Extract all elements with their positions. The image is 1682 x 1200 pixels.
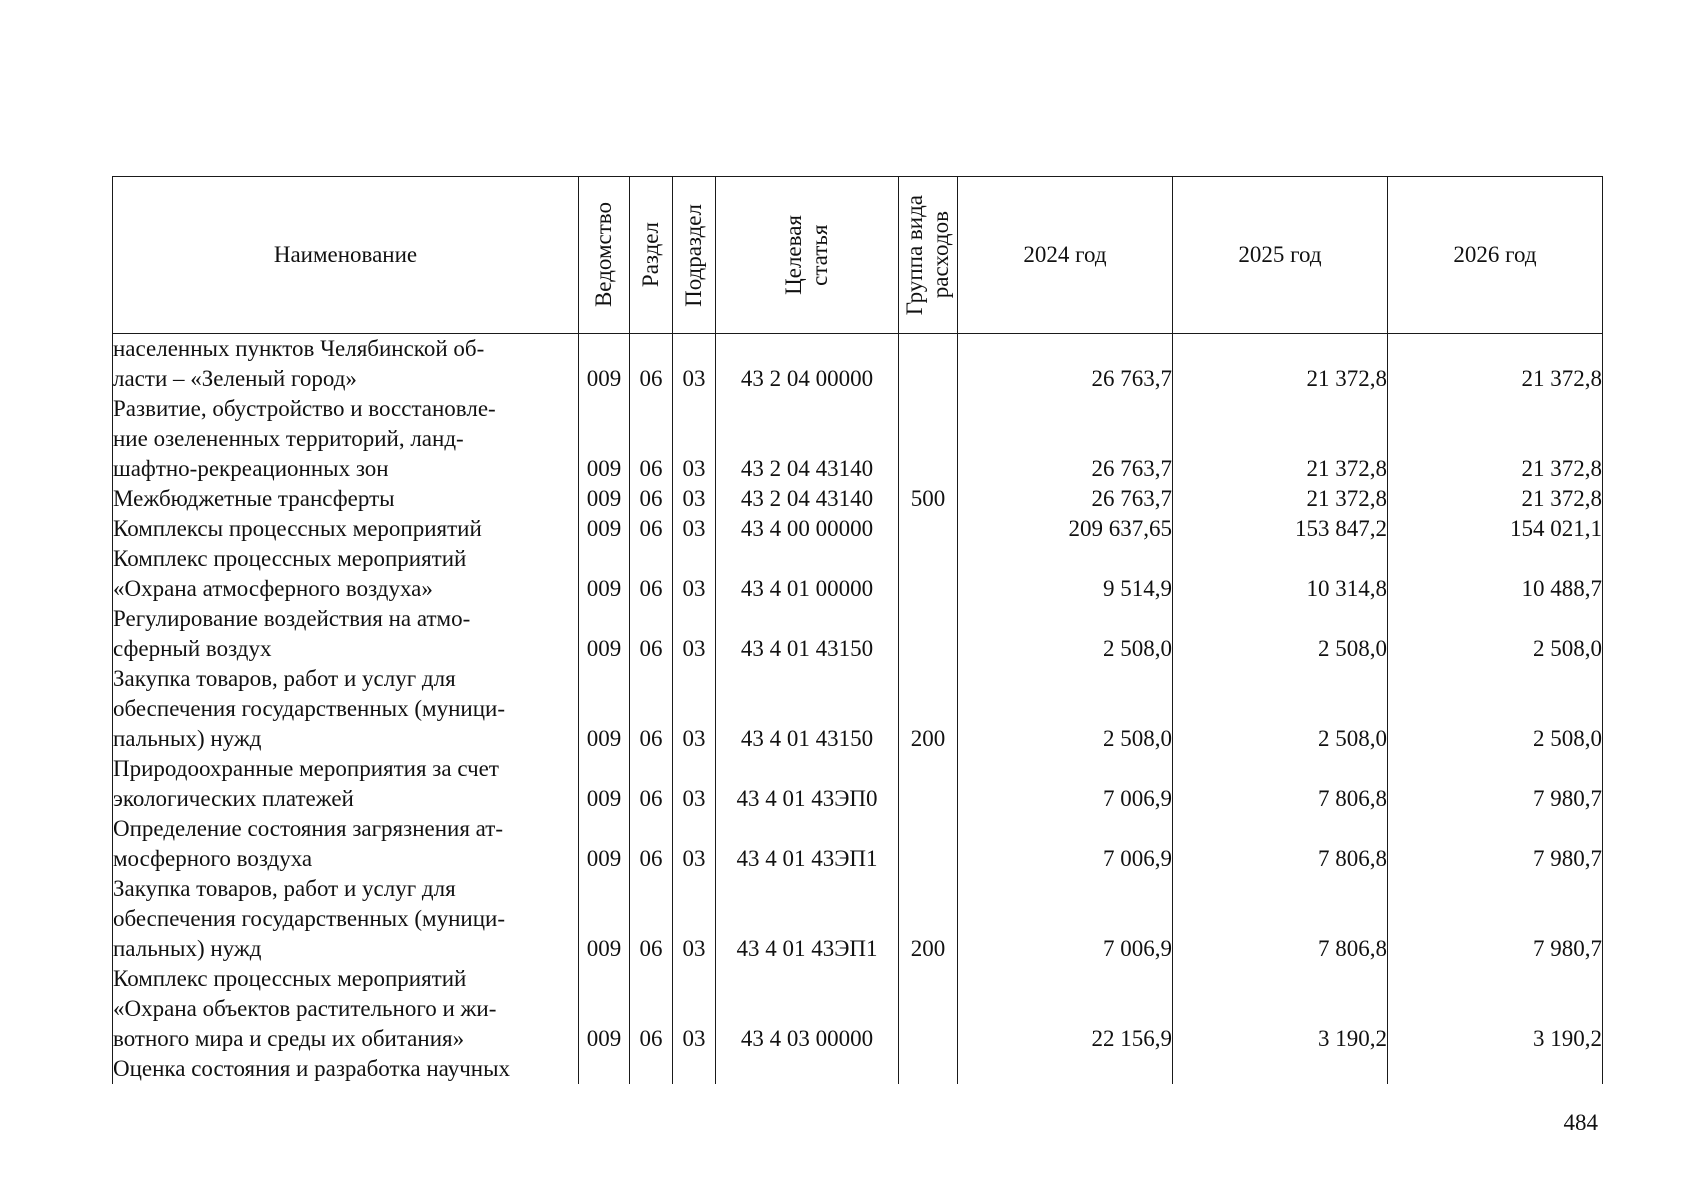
vedomstvo-cell: 009 — [579, 544, 630, 604]
row-name-line: обеспечения государственных (муници- — [113, 696, 505, 721]
target-article-cell — [716, 1054, 899, 1084]
podrazdel-cell: 03 — [673, 874, 716, 964]
target-article-cell: 43 2 04 00000 — [716, 334, 899, 395]
vedomstvo-cell: 009 — [579, 334, 630, 395]
amount-2026-cell: 7 980,7 — [1388, 814, 1603, 874]
amount-2024-cell: 209 637,65 — [958, 514, 1173, 544]
row-name-cell — [113, 514, 579, 544]
podrazdel-cell: 03 — [673, 514, 716, 544]
row-name-line: ние озелененных территорий, ланд- — [113, 426, 464, 451]
podrazdel-cell: 03 — [673, 754, 716, 814]
vedomstvo-cell: 009 — [579, 754, 630, 814]
amount-2025-cell: 10 314,8 — [1173, 544, 1388, 604]
expense-group-cell — [899, 754, 958, 814]
table-row — [113, 484, 1603, 514]
header-name: Наименование — [113, 177, 579, 334]
row-name-line: Определение состояния загрязнения ат- — [113, 816, 504, 841]
row-name-line: Оценка состояния и разработка научных — [113, 1056, 511, 1081]
amount-2025-cell: 3 190,2 — [1173, 964, 1388, 1054]
row-name-line: сферный воздух — [113, 636, 272, 661]
row-name-cell — [113, 964, 579, 1054]
row-name-cell — [113, 604, 579, 664]
amount-2025-cell: 153 847,2 — [1173, 514, 1388, 544]
target-article-cell: 43 4 03 00000 — [716, 964, 899, 1054]
vedomstvo-cell: 009 — [579, 484, 630, 514]
row-name-line: Природоохранные мероприятия за счет — [113, 756, 499, 781]
amount-2024-cell: 7 006,9 — [958, 754, 1173, 814]
expense-group-cell: 200 — [899, 664, 958, 754]
page-number: 484 — [1563, 1110, 1598, 1135]
row-name-line: мосферного воздуха — [113, 846, 313, 871]
amount-2025-cell: 21 372,8 — [1173, 334, 1388, 395]
target-article-cell: 43 4 01 43ЭП1 — [716, 874, 899, 964]
header-podrazdel: Подраздел — [673, 177, 716, 334]
amount-2026-cell: 154 021,1 — [1388, 514, 1603, 544]
header-2025: 2025 год — [1173, 177, 1388, 334]
razdel-cell: 06 — [630, 754, 673, 814]
amount-2026-cell: 21 372,8 — [1388, 334, 1603, 395]
row-name-line: экологических платежей — [113, 786, 354, 811]
razdel-cell: 06 — [630, 874, 673, 964]
row-name-line: «Охрана объектов растительного и жи- — [113, 996, 497, 1021]
razdel-cell — [630, 1054, 673, 1084]
expense-group-cell — [899, 1054, 958, 1084]
amount-2026-cell: 3 190,2 — [1388, 964, 1603, 1054]
target-article-cell: 43 2 04 43140 — [716, 484, 899, 514]
expense-group-cell — [899, 604, 958, 664]
target-article-cell: 43 4 01 43ЭП1 — [716, 814, 899, 874]
table-row — [113, 514, 1603, 544]
podrazdel-cell: 03 — [673, 544, 716, 604]
expense-group-cell: 200 — [899, 874, 958, 964]
row-name-line: «Охрана атмосферного воздуха» — [113, 576, 433, 601]
row-name-line: Комплекс процессных мероприятий — [113, 546, 467, 571]
razdel-cell: 06 — [630, 964, 673, 1054]
row-name-cell — [113, 754, 579, 814]
podrazdel-cell: 03 — [673, 814, 716, 874]
vedomstvo-cell: 009 — [579, 664, 630, 754]
row-name-cell — [113, 1054, 579, 1084]
podrazdel-cell: 03 — [673, 604, 716, 664]
amount-2025-cell: 7 806,8 — [1173, 754, 1388, 814]
row-name-cell — [113, 544, 579, 604]
table-row — [113, 874, 1603, 964]
amount-2024-cell: 9 514,9 — [958, 544, 1173, 604]
row-name-line: Межбюджетные трансферты — [113, 486, 395, 511]
row-name-cell — [113, 664, 579, 754]
amount-2025-cell: 7 806,8 — [1173, 874, 1388, 964]
podrazdel-cell: 03 — [673, 664, 716, 754]
amount-2026-cell: 2 508,0 — [1388, 664, 1603, 754]
amount-2026-cell: 21 372,8 — [1388, 394, 1603, 484]
target-article-cell: 43 4 01 00000 — [716, 544, 899, 604]
row-name-line: Закупка товаров, работ и услуг для — [113, 876, 456, 901]
expense-group-cell — [899, 394, 958, 484]
row-name-line: Закупка товаров, работ и услуг для — [113, 666, 456, 691]
row-name-line: ласти – «Зеленый город» — [113, 366, 357, 391]
target-article-cell: 43 2 04 43140 — [716, 394, 899, 484]
vedomstvo-cell — [579, 1054, 630, 1084]
row-name-cell — [113, 334, 579, 395]
row-name-line: населенных пунктов Челябинской об- — [113, 336, 485, 361]
razdel-cell: 06 — [630, 514, 673, 544]
table-body — [113, 334, 1603, 1085]
vedomstvo-cell: 009 — [579, 814, 630, 874]
razdel-cell: 06 — [630, 664, 673, 754]
vedomstvo-cell: 009 — [579, 964, 630, 1054]
vedomstvo-cell: 009 — [579, 394, 630, 484]
amount-2026-cell: 10 488,7 — [1388, 544, 1603, 604]
amount-2024-cell: 2 508,0 — [958, 604, 1173, 664]
razdel-cell: 06 — [630, 814, 673, 874]
row-name-cell — [113, 394, 579, 484]
razdel-cell: 06 — [630, 604, 673, 664]
header-vedomstvo: Ведомство — [579, 177, 630, 334]
razdel-cell: 06 — [630, 544, 673, 604]
podrazdel-cell — [673, 1054, 716, 1084]
header-2024: 2024 год — [958, 177, 1173, 334]
table-row — [113, 394, 1603, 484]
amount-2026-cell — [1388, 1054, 1603, 1084]
expense-group-cell — [899, 334, 958, 395]
amount-2025-cell: 2 508,0 — [1173, 664, 1388, 754]
table-row — [113, 664, 1603, 754]
row-name-line: Развитие, обустройство и восстановле- — [113, 396, 496, 421]
target-article-cell: 43 4 01 43150 — [716, 604, 899, 664]
expense-group-cell — [899, 964, 958, 1054]
table-row — [113, 814, 1603, 874]
row-name-line: пальных) нужд — [113, 726, 262, 751]
table-row — [113, 604, 1603, 664]
row-name-cell — [113, 874, 579, 964]
amount-2025-cell: 21 372,8 — [1173, 484, 1388, 514]
row-name-line: обеспечения государственных (муници- — [113, 906, 505, 931]
row-name-line: пальных) нужд — [113, 936, 262, 961]
table-row — [113, 544, 1603, 604]
amount-2024-cell: 26 763,7 — [958, 484, 1173, 514]
amount-2025-cell: 7 806,8 — [1173, 814, 1388, 874]
row-name-line: Комплексы процессных мероприятий — [113, 516, 482, 541]
target-article-cell: 43 4 01 43150 — [716, 664, 899, 754]
header-2026: 2026 год — [1388, 177, 1603, 334]
amount-2025-cell: 2 508,0 — [1173, 604, 1388, 664]
header-target-article: Целевая статья — [716, 177, 899, 334]
amount-2025-cell: 21 372,8 — [1173, 394, 1388, 484]
vedomstvo-cell: 009 — [579, 604, 630, 664]
table-row — [113, 964, 1603, 1054]
vedomstvo-cell: 009 — [579, 514, 630, 544]
row-name-cell — [113, 814, 579, 874]
row-name-line: Регулирование воздействия на атмо- — [113, 606, 471, 631]
row-name-cell — [113, 484, 579, 514]
expense-group-cell — [899, 544, 958, 604]
razdel-cell: 06 — [630, 334, 673, 395]
amount-2024-cell: 2 508,0 — [958, 664, 1173, 754]
amount-2026-cell: 7 980,7 — [1388, 874, 1603, 964]
razdel-cell: 06 — [630, 484, 673, 514]
row-name-line: шафтно-рекреационных зон — [113, 456, 389, 481]
amount-2025-cell — [1173, 1054, 1388, 1084]
row-name-line: Комплекс процессных мероприятий — [113, 966, 467, 991]
amount-2026-cell: 21 372,8 — [1388, 484, 1603, 514]
podrazdel-cell: 03 — [673, 394, 716, 484]
target-article-cell: 43 4 01 43ЭП0 — [716, 754, 899, 814]
razdel-cell: 06 — [630, 394, 673, 484]
amount-2026-cell: 2 508,0 — [1388, 604, 1603, 664]
podrazdel-cell: 03 — [673, 964, 716, 1054]
header-razdel: Раздел — [630, 177, 673, 334]
amount-2024-cell: 26 763,7 — [958, 334, 1173, 395]
podrazdel-cell: 03 — [673, 484, 716, 514]
amount-2024-cell — [958, 1054, 1173, 1084]
expense-group-cell — [899, 514, 958, 544]
amount-2024-cell: 7 006,9 — [958, 874, 1173, 964]
table-row — [113, 754, 1603, 814]
budget-table — [112, 176, 1603, 1084]
table-row — [113, 1054, 1603, 1084]
amount-2024-cell: 7 006,9 — [958, 814, 1173, 874]
amount-2024-cell: 22 156,9 — [958, 964, 1173, 1054]
target-article-cell: 43 4 00 00000 — [716, 514, 899, 544]
amount-2024-cell: 26 763,7 — [958, 394, 1173, 484]
amount-2026-cell: 7 980,7 — [1388, 754, 1603, 814]
table-header — [113, 177, 1603, 334]
row-name-line: вотного мира и среды их обитания» — [113, 1026, 465, 1051]
vedomstvo-cell: 009 — [579, 874, 630, 964]
table-row — [113, 334, 1603, 395]
expense-group-cell: 500 — [899, 484, 958, 514]
header-expense-group: Группа вида расходов — [899, 177, 958, 334]
podrazdel-cell: 03 — [673, 334, 716, 395]
expense-group-cell — [899, 814, 958, 874]
